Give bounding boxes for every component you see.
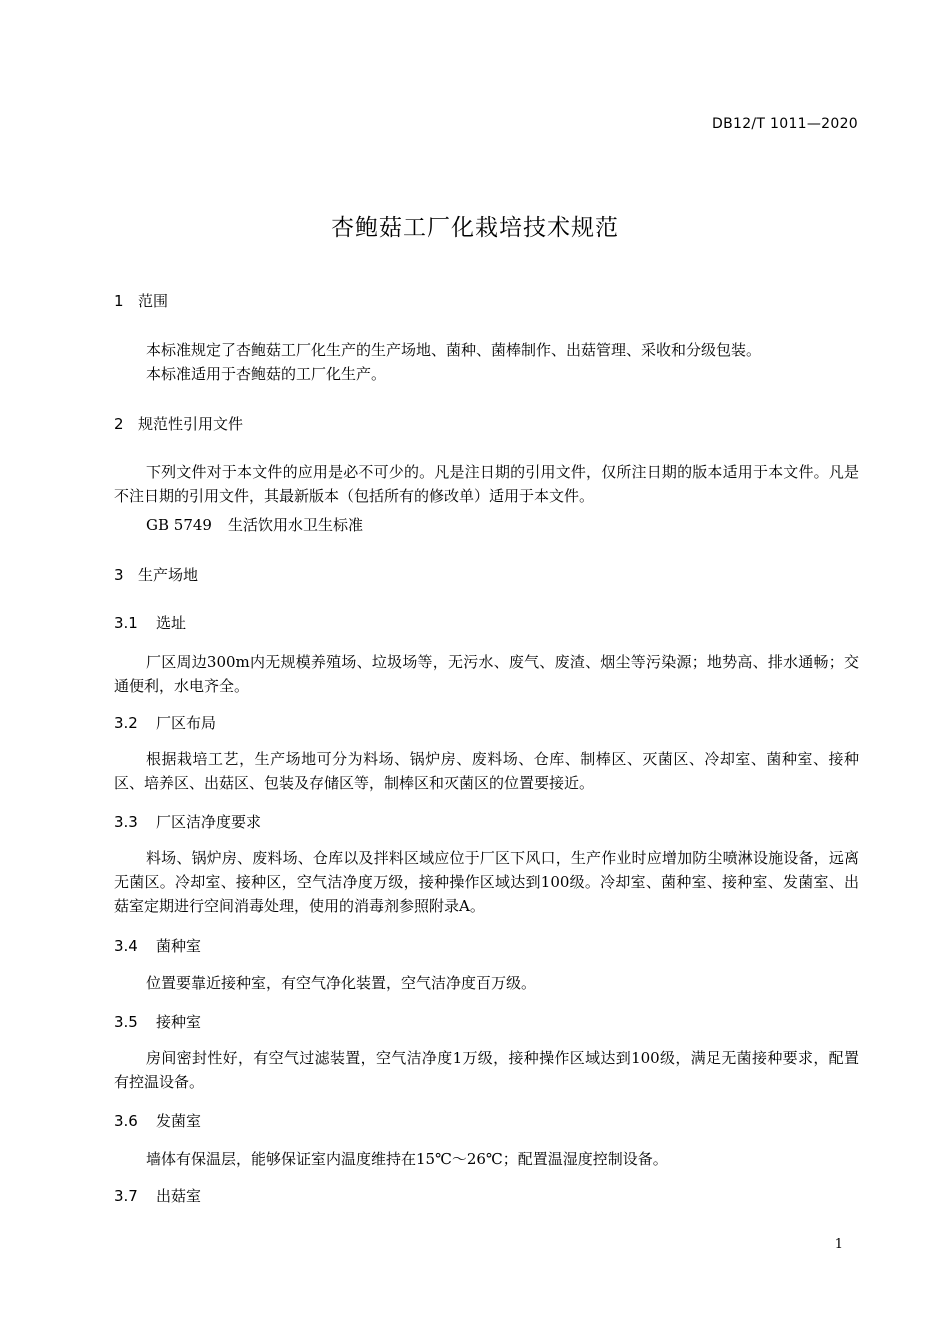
section-number: 3 (114, 566, 124, 584)
paragraph: 根据栽培工艺，生产场地可分为料场、锅炉房、废料场、仓库、制棒区、灭菌区、冷却室、菌种室、接种区、培养区、出菇区、包装及存储区等，制棒区和灭菌区的位置要接近。 (114, 750, 859, 792)
section-title: 出菇室 (156, 1187, 202, 1205)
section-number: 3.3 (114, 813, 138, 831)
section-heading-2 (114, 413, 243, 434)
reference-title: 生活饮用水卫生标准 (227, 516, 363, 534)
section-number: 3.4 (114, 937, 138, 955)
section-title: 菌种室 (156, 937, 202, 955)
subsection-heading-3-1 (114, 612, 186, 633)
subsection-heading-3-3 (114, 811, 261, 832)
section-title: 厂区洁净度要求 (156, 813, 262, 831)
section-number: 1 (114, 292, 124, 310)
section-title: 接种室 (156, 1013, 202, 1031)
section-number: 3.1 (114, 614, 138, 632)
paragraph: 位置要靠近接种室，有空气净化装置，空气洁净度百万级。 (146, 974, 537, 992)
section-title: 规范性引用文件 (138, 415, 244, 433)
subsection-heading-3-6 (114, 1110, 201, 1131)
paragraph: 下列文件对于本文件的应用是必不可少的。凡是注日期的引用文件，仅所注日期的版本适用于本文件。凡是不注日期的引用文件，其最新版本（包括所有的修改单）适用于本文件。 (114, 463, 859, 505)
section-title: 厂区布局 (156, 714, 217, 732)
paragraph: 本标准适用于杏鲍菇的工厂化生产。 (146, 365, 387, 383)
paragraph: 房间密封性好，有空气过滤装置，空气洁净度1万级，接种操作区域达到100级，满足无菌接种要求，配置有控温设备。 (114, 1049, 859, 1091)
paragraph: 料场、锅炉房、废料场、仓库以及拌料区域应位于厂区下风口，生产作业时应增加防尘喷淋设施设备，远离无菌区。冷却室、接种区，空气洁净度万级，接种操作区域达到100级。冷却室、菌种室、接种室、发菌室、出菇室定期进行空间消毒处理，使用的消毒剂参照附录A。 (114, 849, 859, 915)
section-number: 3.5 (114, 1013, 138, 1031)
section-number: 3.7 (114, 1187, 138, 1205)
reference-code: GB 5749 (146, 516, 212, 534)
section-title: 范围 (138, 292, 169, 310)
paragraph: 本标准规定了杏鲍菇工厂化生产的生产场地、菌种、菌棒制作、出菇管理、采收和分级包装。 (146, 341, 762, 359)
section-number: 3.2 (114, 714, 138, 732)
section-title: 生产场地 (138, 566, 199, 584)
paragraph: 墙体有保温层，能够保证室内温度维持在15℃～26℃；配置温湿度控制设备。 (146, 1150, 668, 1168)
subsection-heading-3-7 (114, 1185, 201, 1206)
subsection-heading-3-2 (114, 712, 216, 733)
normative-reference (146, 514, 363, 535)
section-number: 2 (114, 415, 124, 433)
paragraph: 厂区周边300m内无规模养殖场、垃圾场等，无污水、废气、废渣、烟尘等污染源；地势高、排水通畅；交通便利，水电齐全。 (114, 653, 859, 695)
section-number: 3.6 (114, 1112, 138, 1130)
section-heading-1 (114, 290, 168, 311)
page-number: 1 (834, 1237, 843, 1252)
subsection-heading-3-4 (114, 935, 201, 956)
subsection-heading-3-5 (114, 1011, 201, 1032)
section-title: 发菌室 (156, 1112, 202, 1130)
section-title: 选址 (156, 614, 187, 632)
section-heading-3 (114, 564, 198, 585)
document-number: DB12/T 1011—2020 (712, 116, 858, 132)
document-title: 杏鲍菇工厂化栽培技术规范 (331, 215, 619, 241)
